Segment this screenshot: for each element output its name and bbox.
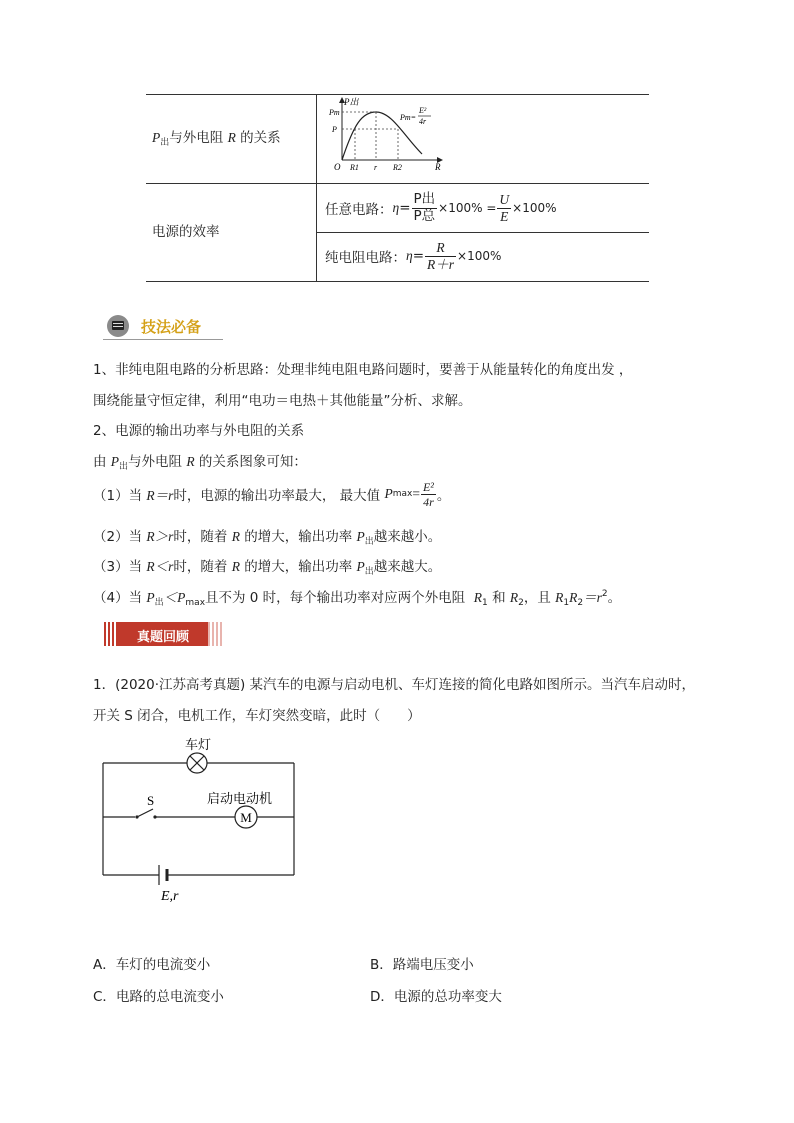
option-a[interactable]: A．车灯的电流变小 <box>93 957 211 973</box>
question-line-1: 1．(2020·江苏高考真题) 某汽车的电源与启动电机、车灯连接的简化电路如图所示。当汽车启动时， <box>93 677 696 693</box>
circuit-diagram <box>95 735 305 905</box>
motor-label: 启动电动机 <box>207 792 273 807</box>
switch-label: S <box>147 793 155 808</box>
technique-section-header <box>103 312 223 342</box>
pm-formula-num: E² <box>419 106 427 115</box>
r1-tick: R1 <box>350 163 359 172</box>
r-tick: r <box>374 163 378 172</box>
lamp-symbol <box>187 753 207 773</box>
pm-formula-den: 4r <box>419 117 427 126</box>
efficiency-pure-resistive: 纯电阻电路： η = $\frac{R}{R+r}$ ×100% <box>325 240 502 272</box>
option-d[interactable]: D．电源的总功率变大 <box>370 989 502 1005</box>
row-efficiency-label: 电源的效率 <box>152 224 220 240</box>
case-4: （4）当 $P_出<P_{max}$且不为 0 时，每个输出功率对应两个外电阻 $R_1$ 和 $R_2$，且 $R_1R_2=r^2$。 <box>93 589 622 608</box>
note-2-title: 2、电源的输出功率与外电阻的关系 <box>93 423 305 439</box>
case-2: （2）当 R＞r时，随着 R 的增大，输出功率 $P_出$越来越小。 <box>93 529 442 547</box>
switch-lever <box>137 809 153 817</box>
review-title: 真题回顾 <box>136 630 189 645</box>
origin-label: O <box>334 162 341 172</box>
option-c[interactable]: C．电路的总电流变小 <box>93 989 224 1005</box>
note-1-line-1: 1、非纯电阻电路的分析思路：处理非纯电阻电路问题时，要善于从能量转化的角度出发 ， <box>93 362 633 378</box>
pm-tick: Pm <box>329 108 340 117</box>
y-axis-label: P出 <box>344 97 359 107</box>
option-b[interactable]: B．路端电压变小 <box>370 957 474 973</box>
case-1: （1）当 R＝r 时，电源的输出功率最大， 最大值 P max = $\frac{\text{E²}}{4r}$ 。 <box>93 479 451 509</box>
case-3: （3）当 R＜r时，随着 R 的增大，输出功率 $P_出$越来越大。 <box>93 559 442 577</box>
review-banner <box>104 622 224 646</box>
power-resistance-graph <box>322 96 452 176</box>
source-label: E,r <box>161 889 179 904</box>
pm-formula-lhs: Pm= <box>400 113 417 122</box>
r2-tick: R2 <box>393 163 402 172</box>
efficiency-any-circuit: 任意电路： η = $\frac{\text{P出}}{\text{P总}}$ ×100% = $\frac{U}{E}$ ×100% <box>325 191 557 224</box>
p-tick: P <box>332 125 337 134</box>
row-power-resistance-label: $P_出$与外电阻 R 的关系 <box>152 130 281 148</box>
technique-underline <box>103 339 223 340</box>
lamp-label: 车灯 <box>185 738 212 753</box>
note-1-line-2: 围绕能量守恒定律，利用“电功＝电热＋其他能量”分析、求解。 <box>93 393 472 409</box>
question-line-2: 开关 S 闭合，电机工作，车灯突然变暗，此时（ ） <box>93 708 421 724</box>
x-axis-label: R <box>435 162 441 172</box>
note-2-intro: 由 $P_出$与外电阻 R 的关系图象可知： <box>93 454 307 472</box>
motor-letter: M <box>240 810 252 825</box>
book-icon <box>107 315 129 337</box>
technique-title: 技法必备 <box>141 318 202 336</box>
